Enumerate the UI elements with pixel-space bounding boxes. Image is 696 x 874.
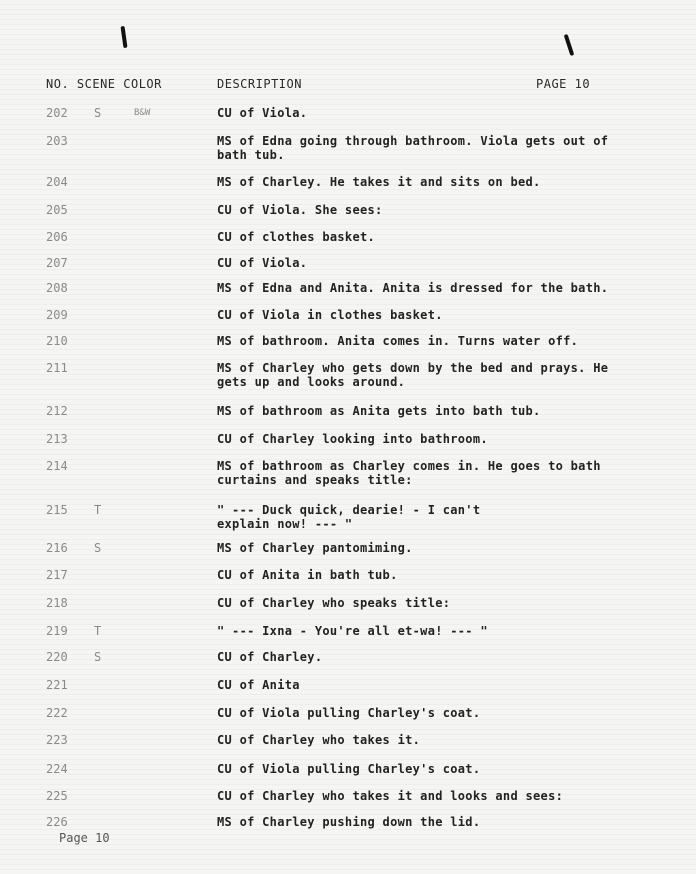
- shot-description: CU of Charley who takes it.: [217, 733, 421, 747]
- shot-number: 219: [46, 624, 68, 638]
- description-header: DESCRIPTION: [217, 77, 302, 91]
- shot-number: 217: [46, 568, 68, 582]
- shot-number: 205: [46, 203, 68, 217]
- column-headers: NO. SCENE COLOR: [46, 77, 162, 91]
- shot-description: CU of Viola in clothes basket.: [217, 308, 443, 322]
- shot-number: 202: [46, 106, 68, 120]
- shot-description: MS of Edna and Anita. Anita is dressed for the bath.: [217, 281, 609, 295]
- shot-number: 210: [46, 334, 68, 348]
- shot-description: CU of Charley.: [217, 650, 323, 664]
- shot-description: MS of Edna going through bathroom. Viola gets out of bath tub.: [217, 134, 609, 162]
- shot-description: MS of bathroom. Anita comes in. Turns water off.: [217, 334, 579, 348]
- shot-number: 218: [46, 596, 68, 610]
- shot-description: CU of Viola.: [217, 106, 308, 120]
- shot-description: CU of Viola pulling Charley's coat.: [217, 762, 481, 776]
- scene-code: T: [94, 503, 102, 517]
- shot-number: 214: [46, 459, 68, 473]
- shot-description: MS of bathroom as Charley comes in. He goes to bath curtains and speaks title:: [217, 459, 601, 487]
- shot-description: CU of clothes basket.: [217, 230, 376, 244]
- shot-description: CU of Anita in bath tub.: [217, 568, 398, 582]
- shot-number: 212: [46, 404, 68, 418]
- shot-number: 206: [46, 230, 68, 244]
- shot-number: 215: [46, 503, 68, 517]
- shot-number: 209: [46, 308, 68, 322]
- shot-number: 225: [46, 789, 68, 803]
- shot-description: MS of Charley pantomiming.: [217, 541, 413, 555]
- shot-description: CU of Viola pulling Charley's coat.: [217, 706, 481, 720]
- shot-description: MS of bathroom as Anita gets into bath tub.: [217, 404, 541, 418]
- scene-code: T: [94, 624, 102, 638]
- shot-number: 220: [46, 650, 68, 664]
- shot-number: 208: [46, 281, 68, 295]
- shot-description: " --- Ixna - You're all et-wa! --- ": [217, 624, 488, 638]
- shot-description: MS of Charley who gets down by the bed and prays. He gets up and looks around.: [217, 361, 609, 389]
- scene-code: S: [94, 541, 102, 555]
- shot-number: 213: [46, 432, 68, 446]
- page-footer: Page 10: [59, 831, 110, 845]
- scene-code: S: [94, 650, 102, 664]
- shot-description: " --- Duck quick, dearie! - I can't explain now! --- ": [217, 503, 481, 531]
- shot-number: 226: [46, 815, 68, 829]
- scene-code: S: [94, 106, 102, 120]
- shot-number: 216: [46, 541, 68, 555]
- punch-mark-right: [564, 34, 575, 56]
- shot-number: 204: [46, 175, 68, 189]
- shot-description: MS of Charley. He takes it and sits on bed.: [217, 175, 541, 189]
- shot-description: CU of Anita: [217, 678, 300, 692]
- page-number-header: PAGE 10: [536, 77, 591, 91]
- shot-number: 222: [46, 706, 68, 720]
- punch-mark-left: [120, 26, 127, 48]
- shot-description: CU of Charley who speaks title:: [217, 596, 451, 610]
- shot-number: 211: [46, 361, 68, 375]
- shot-description: MS of Charley pushing down the lid.: [217, 815, 481, 829]
- color-code: B&W: [134, 108, 151, 118]
- shot-description: CU of Charley who takes it and looks and sees:: [217, 789, 564, 803]
- shot-description: CU of Charley looking into bathroom.: [217, 432, 488, 446]
- shot-number: 223: [46, 733, 68, 747]
- shot-description: CU of Viola. She sees:: [217, 203, 383, 217]
- shot-description: CU of Viola.: [217, 256, 308, 270]
- shot-number: 207: [46, 256, 68, 270]
- shot-number: 203: [46, 134, 68, 148]
- shot-number: 221: [46, 678, 68, 692]
- shot-number: 224: [46, 762, 68, 776]
